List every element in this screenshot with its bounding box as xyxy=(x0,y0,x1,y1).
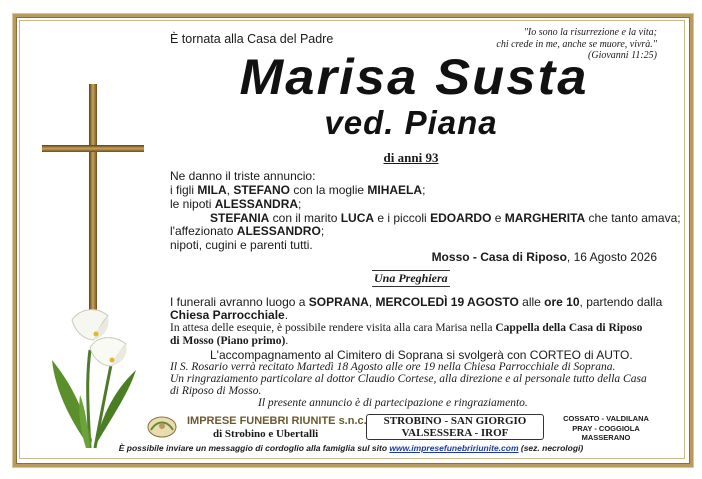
text: con il marito xyxy=(269,211,341,225)
places-line-2: PRAY - COGGIOLA xyxy=(572,423,640,433)
name-mihaela: MIHAELA xyxy=(367,183,423,197)
announcement-line-5 xyxy=(170,224,324,238)
company-owners: di Strobino e Ubertalli xyxy=(213,428,319,440)
locations-line-2: VALSESSERA - IROF xyxy=(401,427,509,439)
funeral-line-8: di Riposo di Mosso. xyxy=(170,385,262,397)
place-date xyxy=(432,250,657,264)
places-line-1: COSSATO - VALDILANA xyxy=(563,414,649,423)
places-line-3: MASSERANO xyxy=(581,433,631,442)
date: , 16 Agosto 2026 xyxy=(566,250,657,264)
text: e xyxy=(491,211,505,225)
church: Chiesa Parrocchiale xyxy=(170,308,285,322)
intro-text: È tornata alla Casa del Padre xyxy=(170,32,334,46)
branch-places xyxy=(554,414,658,443)
condolence-note xyxy=(0,443,702,453)
quote-line-1: "Io sono la risurrezione e la vita; xyxy=(523,27,657,38)
age xyxy=(0,150,702,166)
text: ; xyxy=(320,224,325,238)
funeral-line-4 xyxy=(170,335,288,347)
name-alessandro: ALESSANDRO xyxy=(236,224,321,238)
name-luca: LUCA xyxy=(340,211,375,225)
text: . xyxy=(284,308,289,322)
deceased-name: Marisa Susta xyxy=(239,49,589,105)
funeral-line-6: Il S. Rosario verrà recitato Martedì 18 Agosto alle ore 19 nella Chiesa Parrocchiale di Soprana. xyxy=(170,361,616,373)
text: . xyxy=(285,335,289,347)
funeral-line-7: Un ringraziamento particolare al dottor Claudio Cortese, alla direzione e al personale tutto della Casa xyxy=(170,373,647,385)
text: che tanto amava; xyxy=(585,211,681,225)
town: SOPRANA xyxy=(308,295,369,309)
prayer-heading: Una Preghiera xyxy=(374,271,448,285)
text: i figli xyxy=(170,183,198,197)
place: Mosso - Casa di Riposo xyxy=(431,250,567,264)
text: , xyxy=(368,295,376,309)
company-logo-icon xyxy=(147,416,177,438)
announcement-line-2 xyxy=(170,183,425,197)
locations-line-1: STROBINO - SAN GIORGIO xyxy=(383,415,527,427)
chapel-location: di Mosso (Piano primo) xyxy=(170,335,286,347)
funeral-line-5: L'accompagnamento al Cimitero di Soprana si svolgerà con CORTEO di AUTO. xyxy=(210,348,633,362)
announcement-line-4 xyxy=(210,211,681,225)
text: , partendo dalla xyxy=(579,295,663,309)
age-text: di anni 93 xyxy=(383,150,439,165)
text: È possibile inviare un messaggio di cordoglio alla famiglia sul sito xyxy=(118,443,390,453)
quote-reference: (Giovanni 11:25) xyxy=(588,50,657,61)
funeral-date: MERCOLEDÌ 19 AGOSTO xyxy=(375,295,519,309)
text: ; xyxy=(298,197,302,211)
announcement-line-3 xyxy=(170,197,301,211)
married-name: ved. Piana xyxy=(324,104,498,141)
name-mila: MILA xyxy=(197,183,227,197)
chapel: Cappella della Casa di Riposo xyxy=(495,322,643,334)
name-stefano: STEFANO xyxy=(233,183,291,197)
locations-box xyxy=(366,414,544,440)
funeral-line-3 xyxy=(170,322,642,334)
text: In attesa delle esequie, è possibile rendere visita alla cara Marisa nella xyxy=(170,322,496,334)
announcement-line-6: nipoti, cugini e parenti tutti. xyxy=(170,238,313,252)
text: (sez. necrologi) xyxy=(518,443,584,453)
text: , xyxy=(226,183,234,197)
name-alessandra: ALESSANDRA xyxy=(214,197,299,211)
quote-line-2: chi crede in me, anche se muore, vivrà." xyxy=(496,38,657,50)
text: ; xyxy=(422,183,426,197)
funeral-line-2 xyxy=(170,308,288,322)
lily-flowers-icon xyxy=(50,300,140,450)
company-name: IMPRESE FUNEBRI RIUNITE s.n.c. xyxy=(187,415,367,427)
text: e i piccoli xyxy=(374,211,431,225)
name-stefania: STEFANIA xyxy=(210,211,270,225)
text: I funerali avranno luogo a xyxy=(170,295,309,309)
name-margherita: MARGHERITA xyxy=(504,211,586,225)
funeral-line-1 xyxy=(170,295,662,309)
text: le nipoti xyxy=(170,197,215,211)
funeral-line-9: Il presente annuncio è di partecipazione e ringraziamento. xyxy=(258,397,528,409)
text: alle xyxy=(518,295,545,309)
text: con la moglie xyxy=(290,183,368,197)
funeral-time: ore 10 xyxy=(544,295,580,309)
announcement-line-1: Ne danno il triste annuncio: xyxy=(170,169,316,183)
text: l'affezionato xyxy=(170,224,237,238)
name-edoardo: EDOARDO xyxy=(430,211,492,225)
website-link[interactable]: www.impresefunebririunite.com xyxy=(389,443,519,453)
